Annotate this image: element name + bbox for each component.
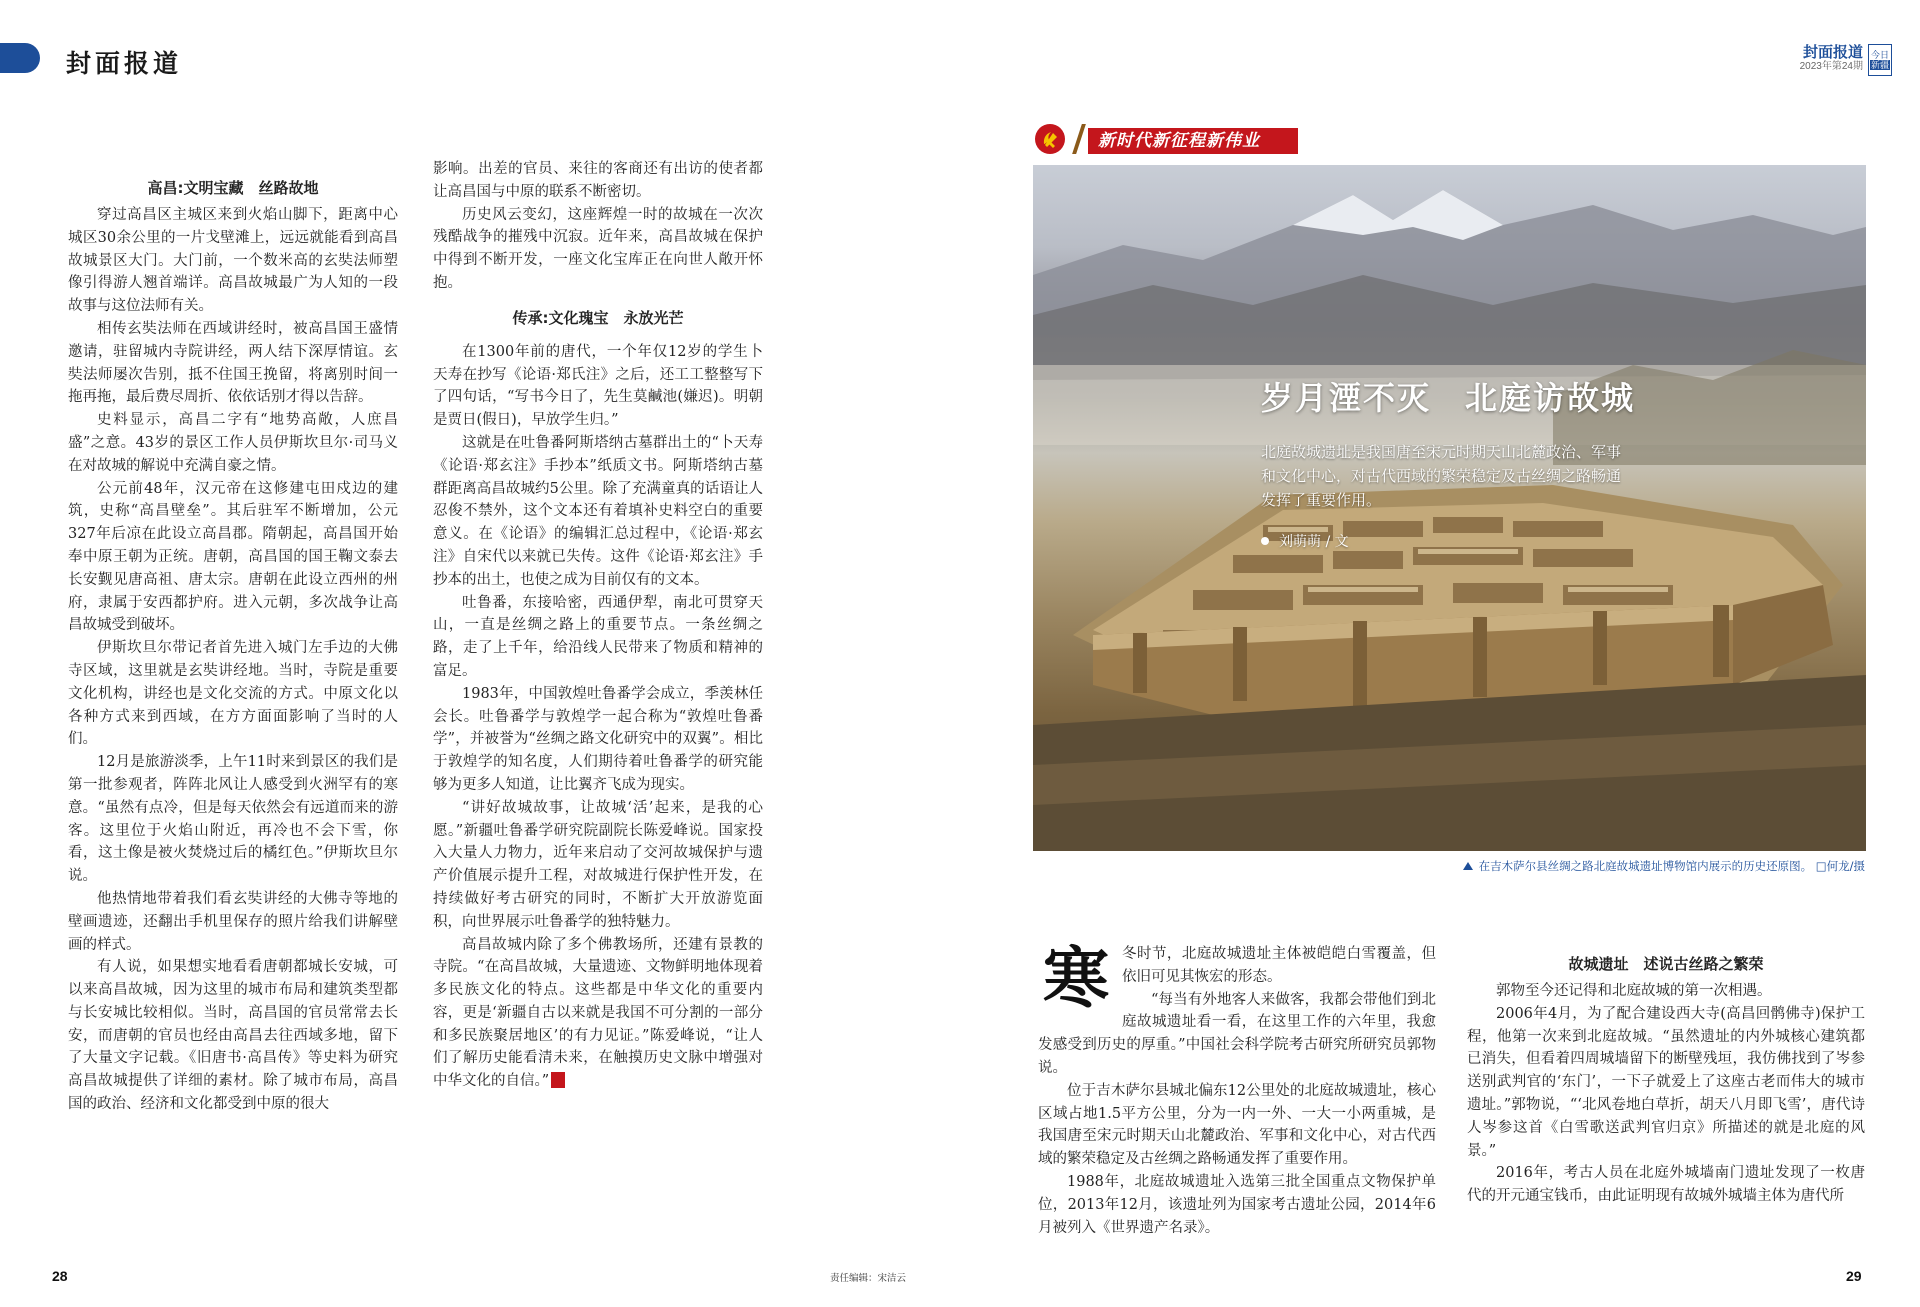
subheading: 故城遗址 述说古丝路之繁荣 [1568,955,1764,973]
paragraph: 2016年，考古人员在北庭外城墙南门遗址发现了一枚唐代的开元通宝钱币，由此证明现有故城外城墙主体为唐代所 [1467,1165,1865,1205]
paragraph: 史料显示，高昌二字有“地势高敞，人庶昌盛”之意。43岁的景区工作人员伊斯坎旦尔·司马义在对故城的解说中充满自豪之情。 [68,412,398,474]
paragraph: 这就是在吐鲁番阿斯塔纳古墓群出土的“卜天寿《论语·郑玄注》手抄本”纸质文书。阿斯塔纳古墓群距离高昌故城约5公里。除了充满童真的话语让人忍俊不禁外，这个文本还有着填补史料空白的重要意义。在《论语》的编辑汇总过程中，《论语·郑玄注》自宋代以来就已失传。这件《论语·郑玄注》手抄本的出土，也使之成为目前仅有的文本。 [433,434,763,588]
article-end-mark [551,1072,565,1088]
editor-credit: 责任编辑：宋洁云 [830,1273,907,1284]
party-emblem-icon [1035,124,1065,154]
paragraph: 冬时节，北庭故城遗址主体被皑皑白雪覆盖，但依旧可见其恢宏的形态。 [1122,946,1436,985]
paragraph: 位于吉木萨尔县城北偏东12公里处的北庭故城遗址，核心区域占地1.5平方公里，分为一内一外、一大一小两重城，是我国唐至宋元时期天山北麓政治、军事和文化中心，对古代西域的繁荣稳定及古丝绸之路畅通发挥了重要作用。 [1038,1082,1436,1168]
subheading: 传承:文化瑰宝 永放光芒 [512,308,684,327]
page-number-left: 28 [52,1268,68,1284]
brand-name: 封面报道 [1802,44,1863,61]
paragraph: 高昌故城内除了多个佛教场所，还建有景教的寺院。“在高昌故城，大量遗迹、文物鲜明地体现着多民族文化的特点。这些都是中华文化的重要内容，更是‘新疆自古以来就是我国不可分割的一部分和多民族聚居地区’的有力见证。”陈爱峰说，“让人们了解历史能看清未来，在触摸历史文脉中增强对中华文化的自信。” [433,936,763,1090]
banner-divider [1072,124,1086,154]
paragraph: 他热情地带着我们看玄奘讲经的大佛寺等地的壁画遗迹，还翻出手机里保存的照片给我们讲解壁画的样式。 [68,890,398,953]
author-byline: 刘萌萌 / 文 [1261,531,1349,551]
paragraph: “讲好故城故事，让故城‘活’起来，是我的心愿。”新疆吐鲁番学研究院副院长陈爱峰说。国家投入大量人力物力，近年来启动了交河故城保护与遗产价值展示提升工程，对故城进行保护性开发，在持续做好考古研究的同时，不断扩大开放游览面积，向世界展示吐鲁番学的独特魅力。 [433,799,763,930]
bullet-icon [1261,537,1269,545]
paragraph: 郭物至今还记得和北庭故城的第一次相遇。 [1496,983,1772,999]
paragraph: “每当有外地客人来做客，我都会带他们到北庭故城遗址看一看，在这里工作的六年里，我愈发感受到历史的厚重。”中国社会科学院考古研究所研究员郭物说。 [1038,991,1436,1076]
column-banner: 新时代新征程新伟业 [1088,128,1298,154]
paragraph: 影响。出差的官员、来往的客商还有出访的使者都让高昌国与中原的联系不断密切。 [433,161,763,200]
paragraph: 伊斯坎旦尔带记者首先进入城门左手边的大佛寺区域，这里就是玄奘讲经地。当时，寺院是重要文化机构，讲经也是文化交流的方式。中原文化以各种方式来到西域，在方方面面影响了当时的人们。 [68,640,398,748]
photo-caption: 在吉木萨尔县丝绸之路北庭故城遗址博物馆内展示的历史还原图。 □何龙/摄 [1463,858,1865,874]
paragraph: 相传玄奘法师在西域讲经时，被高昌国王盛情邀请，驻留城内寺院讲经，两人结下深厚情谊。玄奘法师屡次告别，抵不住国王挽留，将离别时间一拖再拖，最后费尽周折、依依话别才得以告辞。 [68,320,398,406]
article-column-3 [1038,939,1436,1239]
feature-summary: 北庭故城遗址是我国唐至宋元时期天山北麓政治、军事和文化中心，对古代西域的繁荣稳定及古丝绸之路畅通发挥了重要作用。 [1261,443,1622,509]
drop-cap: 寒 [1043,939,1109,1017]
paragraph: 历史风云变幻，这座辉煌一时的故城在一次次残酷战争的摧残中沉寂。近年来，高昌故城在保护中得到不断开发，一座文化宝库正在向世人敞开怀抱。 [433,206,763,291]
magazine-brand [1800,44,1892,76]
article-column-2 [433,158,763,1093]
paragraph: 1988年，北庭故城遗址入选第三批全国重点文物保护单位，2013年12月，该遗址列为国家考古遗址公园，2014年6月被列入《世界遗产名录》。 [1038,1173,1436,1236]
paragraph: 1983年，中国敦煌吐鲁番学会成立，季羡林任会长。吐鲁番学与敦煌学一起合称为“敦煌吐鲁番学”，并被誉为“丝绸之路文化研究中的双翼”。相比于敦煌学的知名度，人们期待着吐鲁番学的研究能够为更多人知道，让比翼齐飞成为现实。 [433,685,763,793]
triangle-icon [1463,862,1473,870]
section-tab-marker [0,43,40,73]
article-column-4 [1467,948,1865,1208]
hero-photo [1033,165,1866,851]
paragraph: 2006年4月，为了配合建设西大寺(高昌回鹘佛寺)保护工程，他第一次来到北庭故城。“虽然遗址的内外城核心建筑都已消失，但看着四周城墙留下的断壁残垣，我仿佛找到了岑参送别武判官的‘东门’，一下子就爱上了这座古老而伟大的城市遗址。”郭物说，“‘北风卷地白草折，胡天八月即飞雪’，唐代诗人岑参这首《白雪歌送武判官归京》所描述的就是北庭的风景。” [1467,1005,1865,1159]
subheading: 高昌:文明宝藏 丝路故地 [147,179,319,197]
magazine-logo: 今日 新疆 [1868,44,1892,76]
paragraph: 穿过高昌区主城区来到火焰山脚下，距离中心城区30余公里的一片戈壁滩上，远远就能看到高昌故城景区大门。大门前，一个数米高的玄奘法师塑像引得游人翘首端详。高昌故城最广为人知的一段故事与这位法师有关。 [68,207,398,315]
paragraph: 12月是旅游淡季，上午11时来到景区的我们是第一批参观者，阵阵北风让人感受到火洲罕有的寒意。“虽然有点冷，但是每天依然会有远道而来的游客。这里位于火焰山附近，再冷也不会下雪，你看，这土像是被火焚烧过后的橘红色。”伊斯坎旦尔说。 [68,754,398,885]
paragraph: 有人说，如果想实地看看唐朝都城长安城，可以来高昌故城，因为这里的城市布局和建筑类型都与长安城比较相似。当时，高昌国的官员常常去长安，而唐朝的官员也经由高昌去往西域多地，留下了大量文字记载。《旧唐书·高昌传》等史料为研究高昌故城提供了详细的素材。除了城市布局，高昌国的政治、经济和文化都受到中原的很大 [68,959,398,1113]
paragraph: 在1300年前的唐代，一个年仅12岁的学生卜天寿在抄写《论语·郑氏注》之后，还工工整整写下了四句话，“写书今日了，先生莫鹹池(嫌迟)。明朝是贾日(假日)，早放学生归。” [433,343,763,429]
paragraph: 公元前48年，汉元帝在这修建屯田戍边的建筑，史称“高昌壁垒”。其后驻军不断增加，公元327年后凉在此设立高昌郡。隋朝起，高昌国开始奉中原王朝为正统。唐朝，高昌国的国王鞠文泰去长安觐见唐高祖、唐太宗。唐朝在此设立西州的州府，隶属于安西都护府。进入元朝，多次战争让高昌故城受到破坏。 [68,480,398,634]
article-column-1 [68,172,398,1116]
feature-title: 岁月湮不灭 北庭访故城 [1261,379,1636,417]
section-title: 封面报道 [66,49,183,78]
paragraph: 吐鲁番，东接哈密，西通伊犁，南北可贯穿天山，一直是丝绸之路上的重要节点。一条丝绸之路，走了上千年，给沿线人民带来了物质和精神的富足。 [433,594,763,679]
page-number-right: 29 [1846,1268,1862,1284]
issue-number: 2023年第24期 [1799,61,1863,72]
